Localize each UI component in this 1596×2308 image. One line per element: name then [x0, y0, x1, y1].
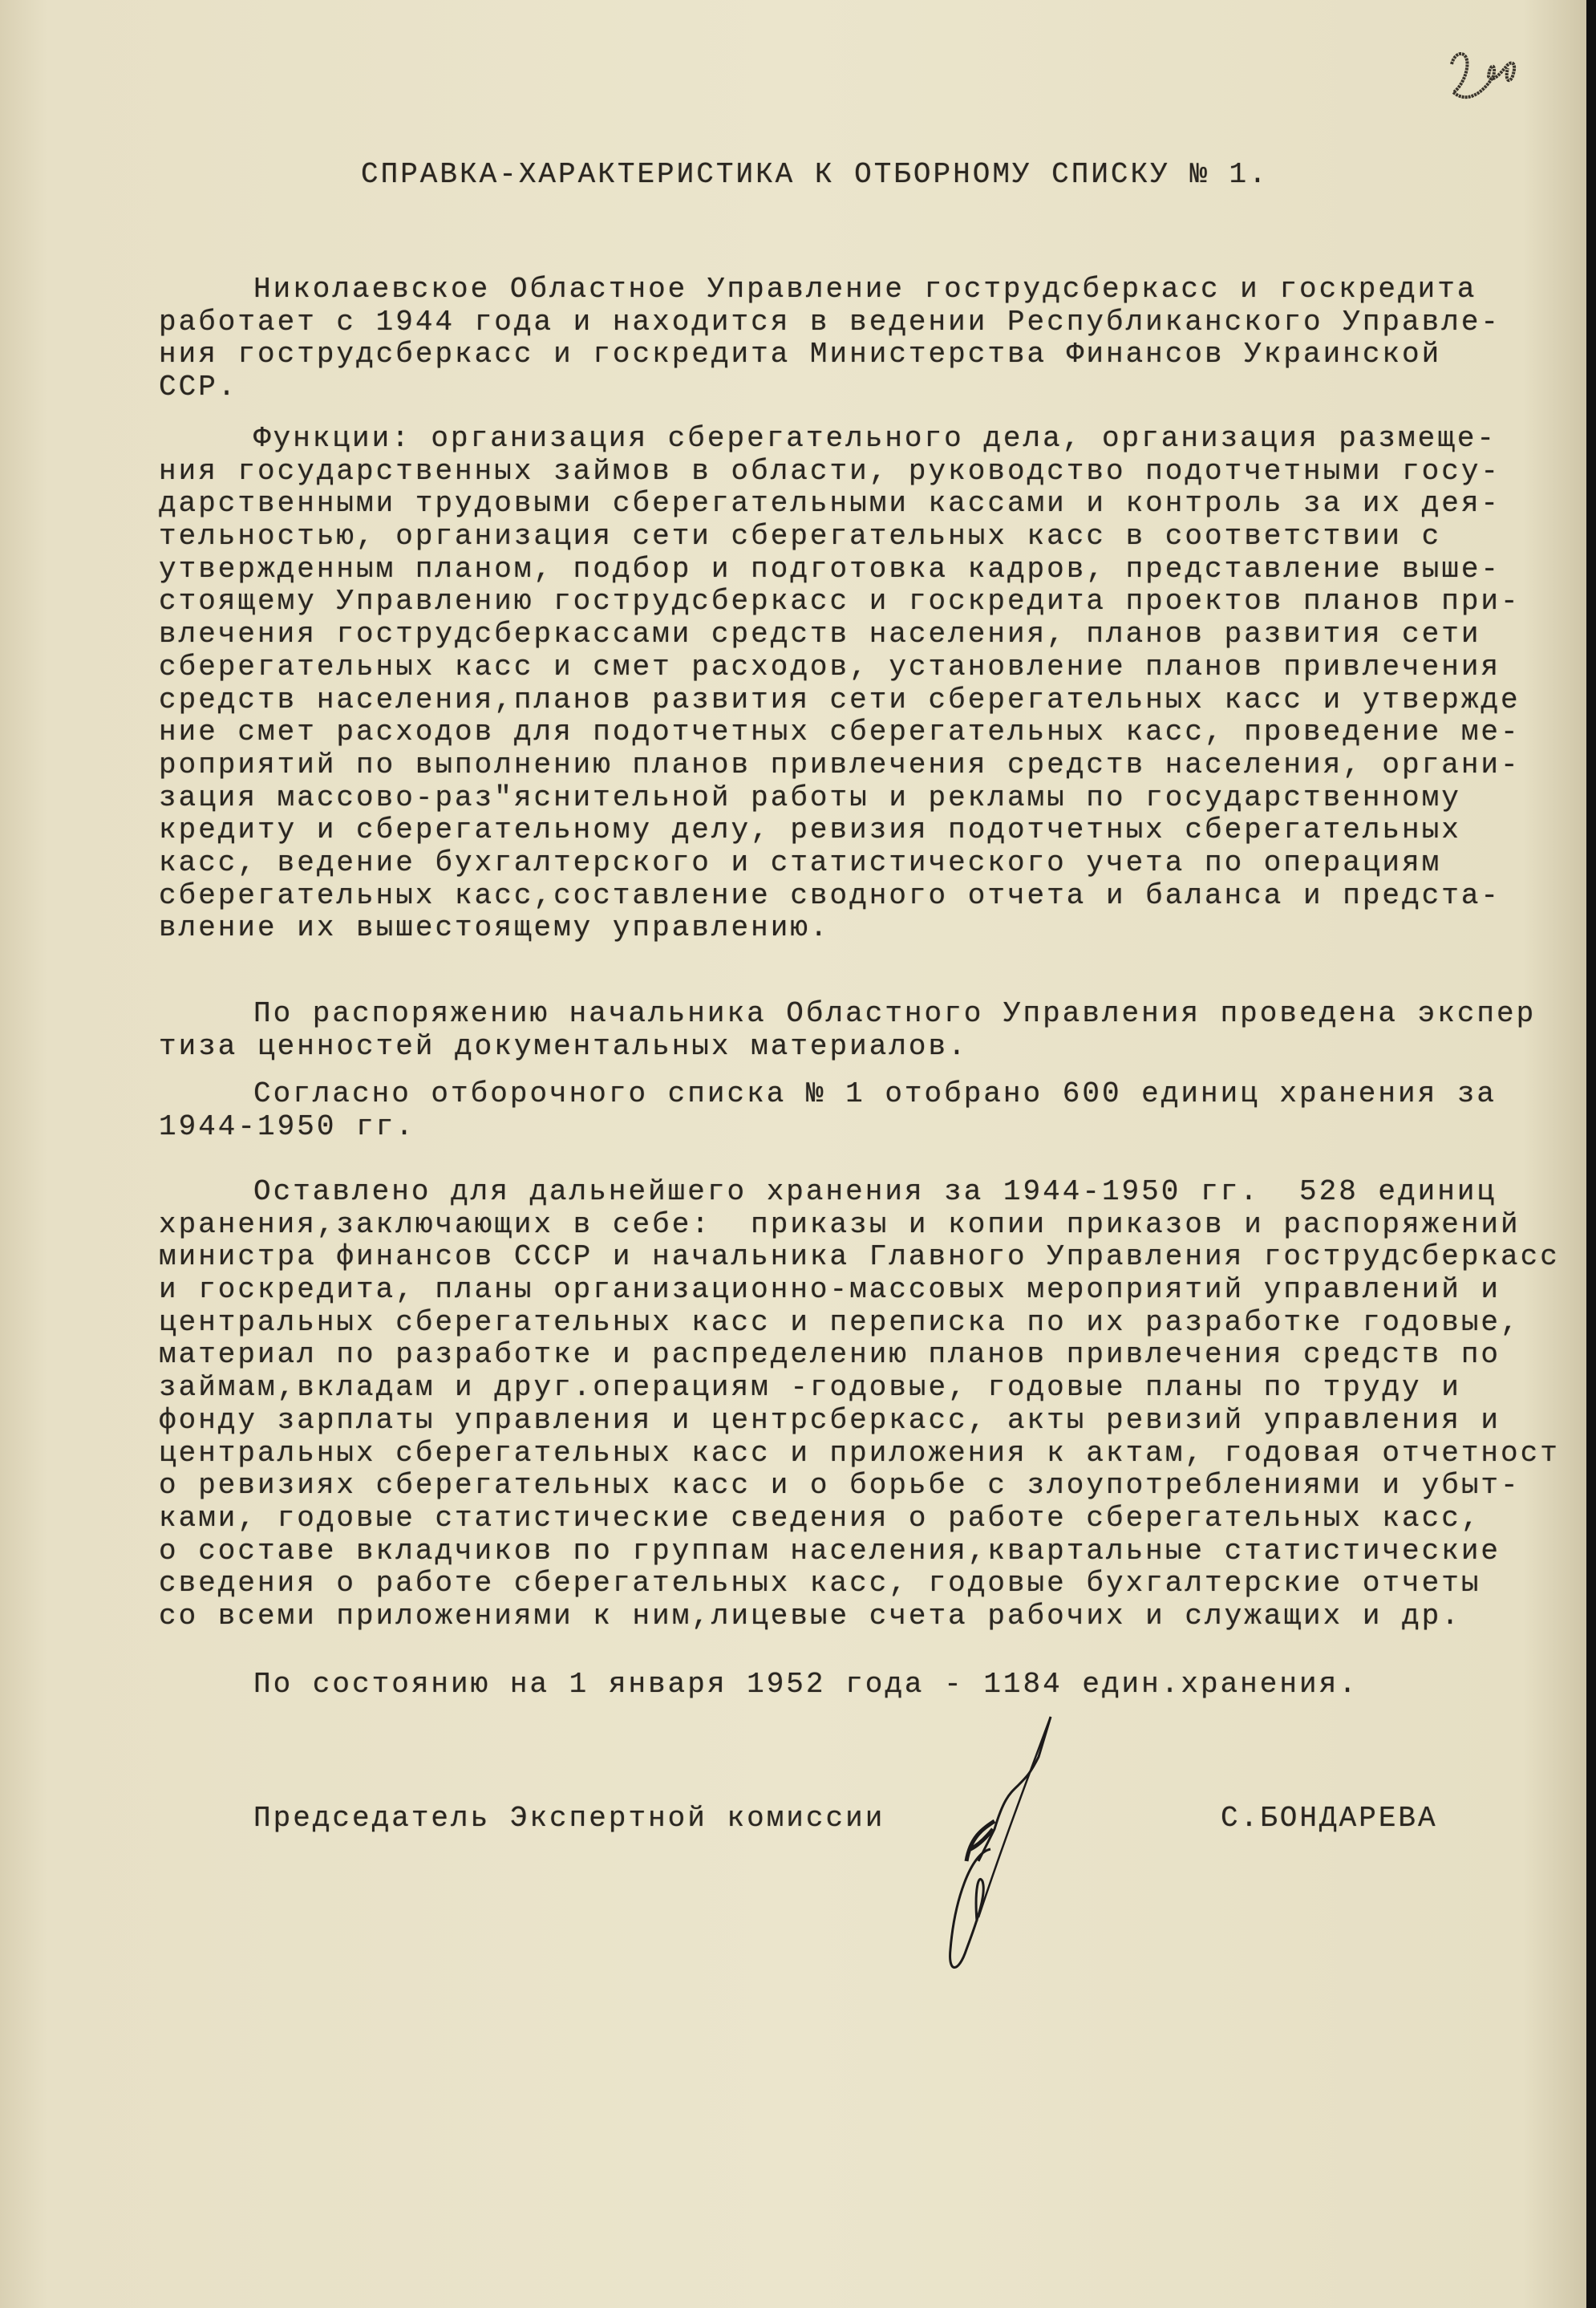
text-line: Согласно отборочного списка № 1 отобрано 600 единиц хранения за [253, 1077, 1497, 1110]
text-line: работает с 1944 года и находится в ведении Республиканского Управле- [159, 305, 1501, 339]
text-line: со всеми приложениями к ним,лицевые счета рабочих и служащих и др. [159, 1599, 1461, 1633]
text-line: зация массово-раз"яснительной работы и рекламы по государственному [159, 781, 1461, 814]
paragraph-1 [159, 274, 1501, 404]
text-line: кредиту и сберегательному делу, ревизия подотчетных сберегательных [159, 813, 1461, 847]
paragraph-4 [159, 1078, 1497, 1143]
text-line: роприятий по выполнению планов привлечения средств населения, органи- [159, 748, 1521, 781]
text-line: влечения гострудсберкассами средств населения, планов развития сети [159, 618, 1481, 651]
text-line: центральных сберегательных касс и переписка по их разработке годовые, [159, 1305, 1521, 1339]
text-line: о составе вкладчиков по группам населения,квартальные статистические [159, 1534, 1501, 1568]
text-line: хранения,заключающих в себе: приказы и копии приказов и распоряжений [159, 1207, 1521, 1241]
page-number-handwritten [1444, 44, 1540, 116]
document-title: СПРАВКА-ХАРАКТЕРИСТИКА К ОТБОРНОМУ СПИСКУ № 1. [361, 158, 1269, 191]
paragraph-3 [159, 998, 1536, 1063]
text-line: и госкредита, планы организационно-массовых мероприятий управлений и [159, 1273, 1501, 1307]
text-line: сведения о работе сберегательных касс, годовые бухгалтерские отчеты [159, 1567, 1481, 1600]
text-line: утвержденным планом, подбор и подготовка кадров, представление выше- [159, 552, 1501, 586]
text-line: касс, ведение бухгалтерского и статистического учета по операциям [159, 846, 1442, 879]
text-line: дарственными трудовыми сберегательными кассами и контроль за их дея- [159, 487, 1501, 521]
text-line: 1944-1950 гг. [159, 1109, 415, 1143]
paragraph-2 [159, 423, 1521, 945]
text-line: материал по разработке и распределению планов привлечения средств по [159, 1338, 1501, 1372]
text-line: Николаевское Областное Управление гострудсберкасс и госкредита [253, 273, 1477, 306]
text-line: министра финансов СССР и начальника Главного Управления гострудсберкасс [159, 1240, 1560, 1274]
text-line: вление их вышестоящему управлению. [159, 911, 830, 945]
text-line: ние смет расходов для подотчетных сберегательных касс, проведение ме- [159, 716, 1521, 749]
text-line: о ревизиях сберегательных касс и о борьбе с злоупотреблениями и убыт- [159, 1469, 1521, 1503]
text-line: тельностью, организация сети сберегательных касс в соответствии с [159, 520, 1442, 554]
text-line: центральных сберегательных касс и приложения к актам, годовая отчетност [159, 1436, 1560, 1470]
text-line: сберегательных касс и смет расходов, установление планов привлечения [159, 650, 1501, 683]
signature-name: С.БОНДАРЕВА [1221, 1802, 1438, 1835]
text-line: Оставлено для дальнейшего хранения за 1944-1950 гг. 528 единиц [253, 1175, 1497, 1208]
text-line: стоящему Управлению гострудсберкасс и госкредита проектов планов при- [159, 585, 1521, 619]
text-line: ками, годовые статистические сведения о работе сберегательных касс, [159, 1501, 1481, 1535]
text-line: сберегательных касс,составление сводного отчета и баланса и предста- [159, 878, 1501, 912]
text-line: Функции: организация сберегательного дела, организация размеще- [253, 422, 1497, 455]
handwritten-signature [946, 1709, 1155, 1981]
paragraph-6 [159, 1669, 1359, 1702]
text-line: По распоряжению начальника Областного Управления проведена экспер [253, 997, 1537, 1030]
text-line: ССР. [159, 371, 238, 404]
signature-role: Председатель Экспертной комиссии [253, 1802, 885, 1835]
text-line: По состоянию на 1 января 1952 года - 1184 един.хранения. [253, 1668, 1359, 1701]
paragraph-5 [159, 1176, 1560, 1633]
text-line: фонду зарплаты управления и центрсберкасс, акты ревизий управления и [159, 1403, 1501, 1437]
text-line: средств населения,планов развития сети сберегательных касс и утвержде [159, 683, 1521, 716]
text-line: ния государственных займов в области, руководство подотчетными госу- [159, 454, 1501, 488]
text-line: займам,вкладам и друг.операциям -годовые, годовые планы по труду и [159, 1371, 1461, 1405]
text-line: тиза ценностей документальных материалов. [159, 1029, 968, 1063]
text-line: ния гострудсберкасс и госкредита Министерства Финансов Украинской [159, 338, 1442, 371]
